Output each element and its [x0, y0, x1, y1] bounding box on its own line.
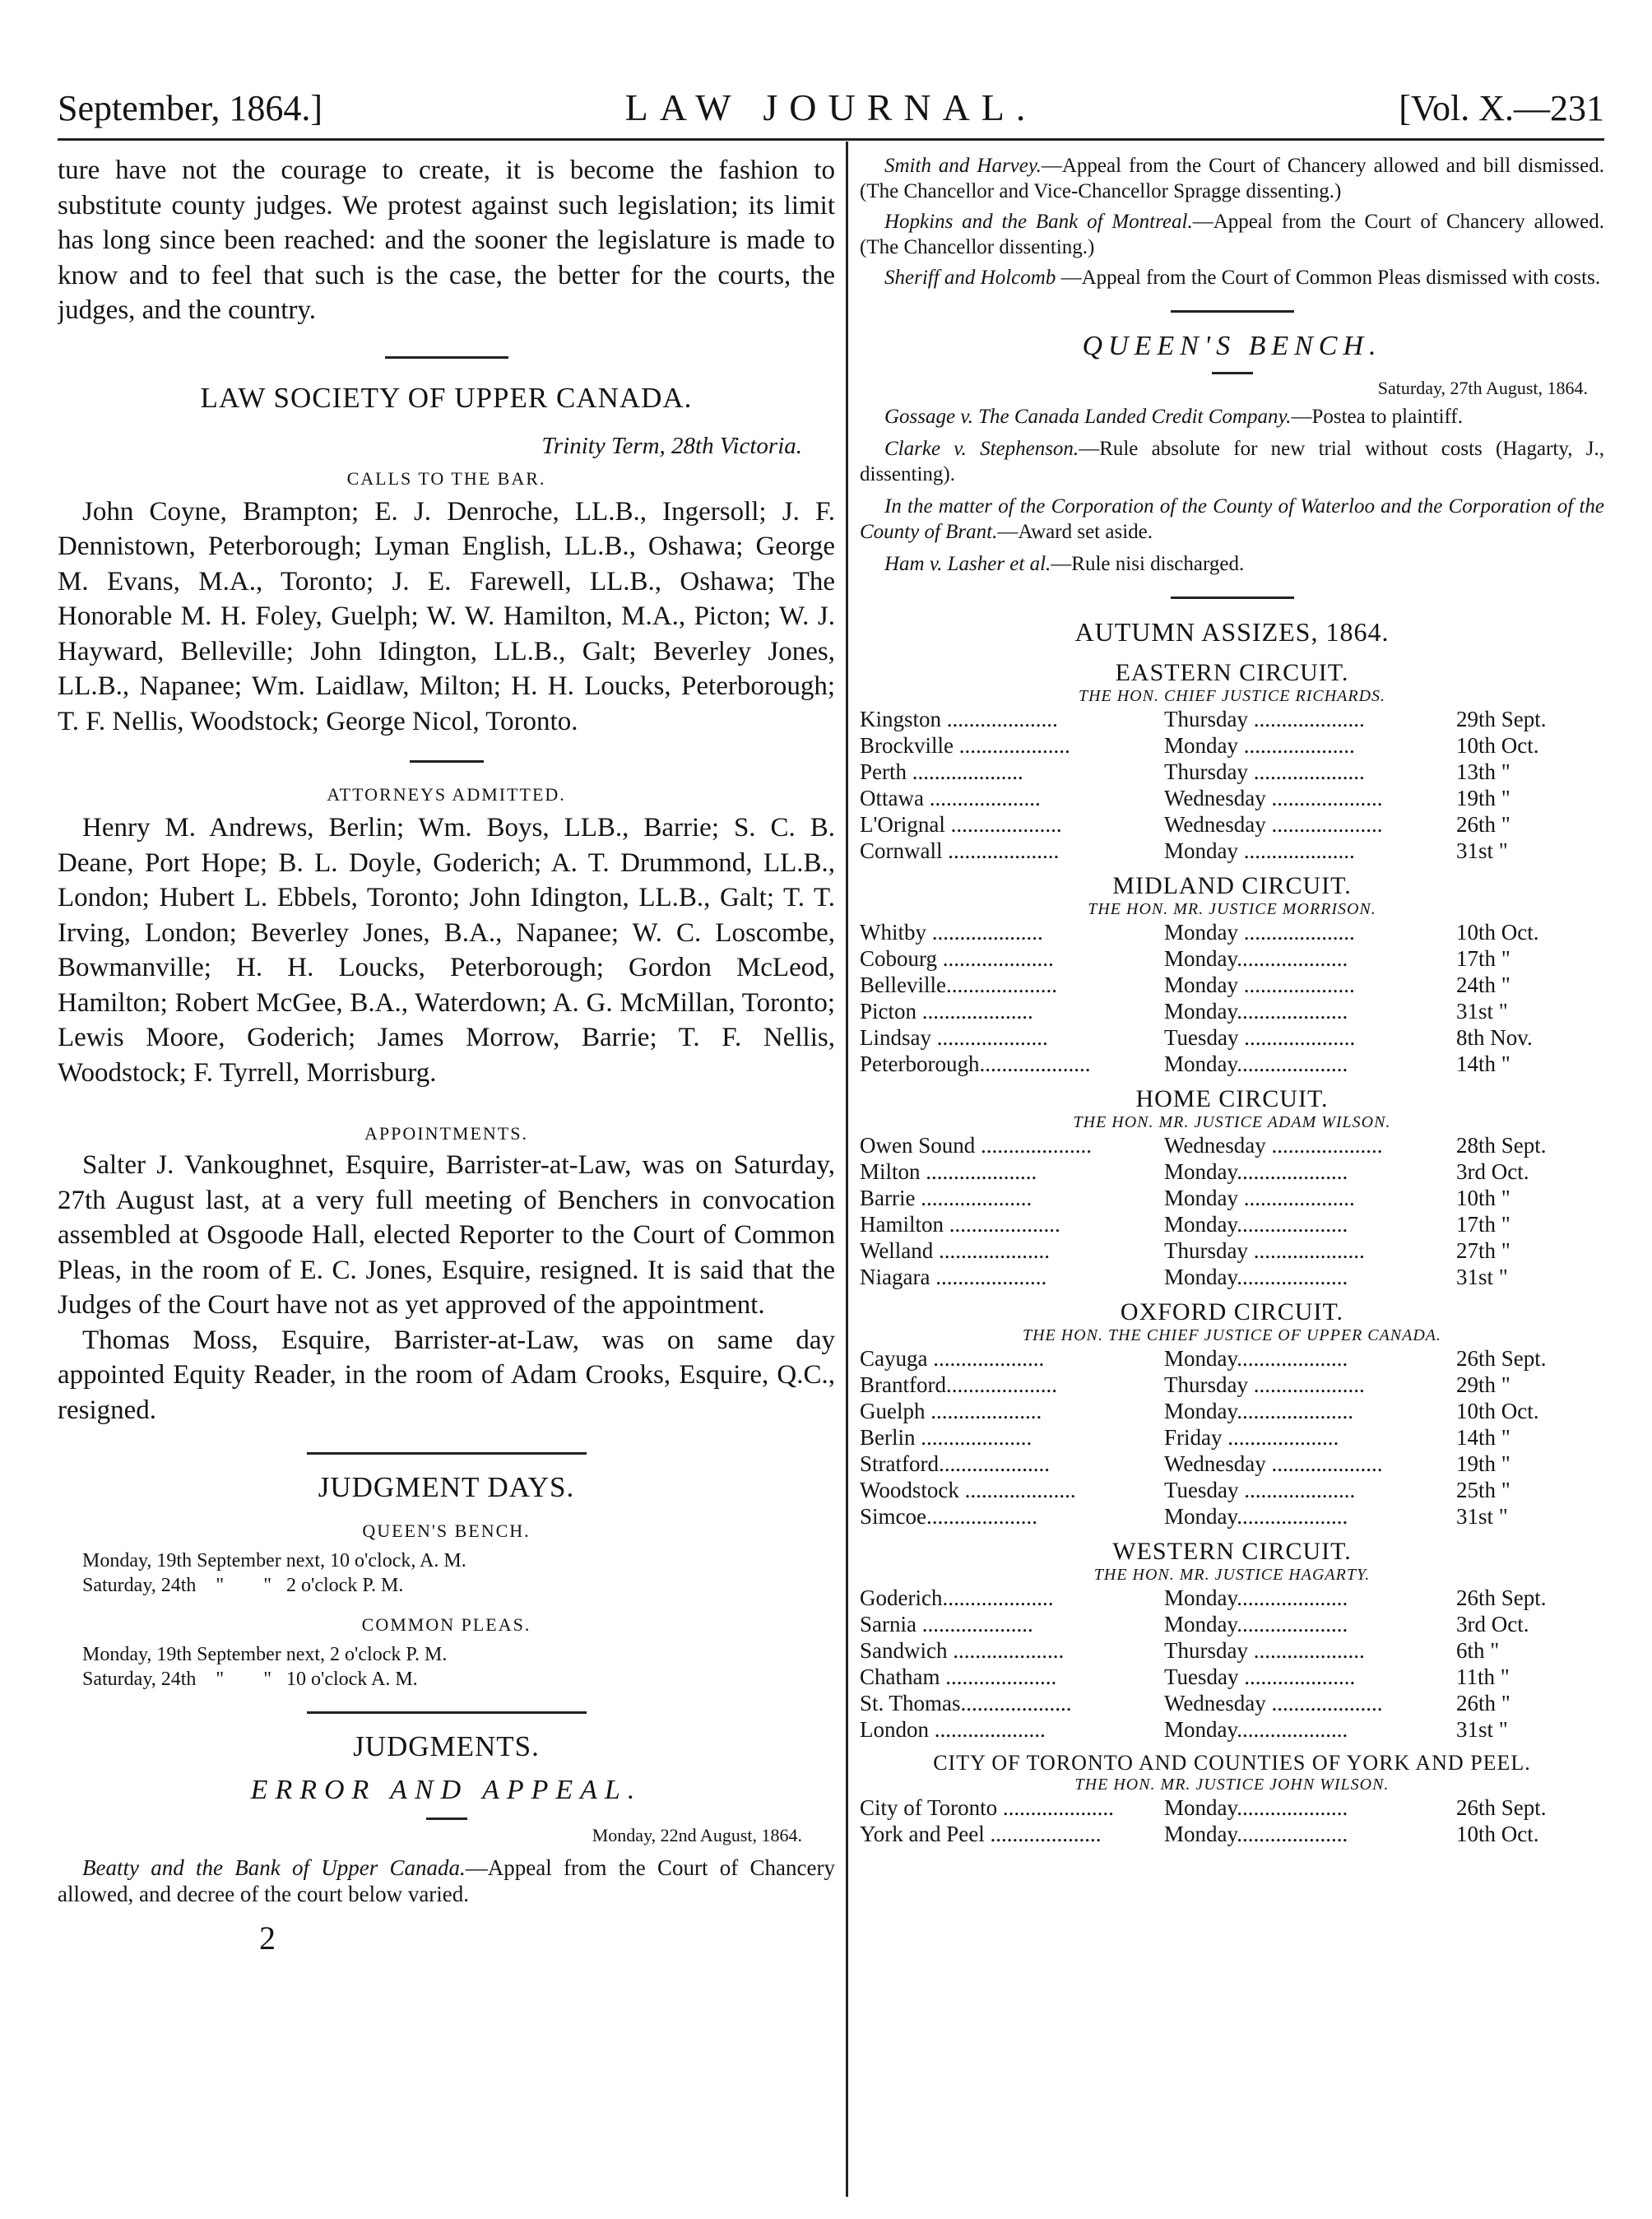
- qb-case: [860, 404, 1604, 429]
- schedule-date: 6th ": [1456, 1638, 1500, 1663]
- schedule-place: Simcoe....................: [860, 1504, 1037, 1529]
- schedule-day: Thursday ....................: [1164, 1372, 1365, 1397]
- schedule-place: Brockville ....................: [860, 733, 1070, 758]
- left-column: [58, 153, 835, 1957]
- schedule-date: 26th Sept.: [1456, 1346, 1547, 1371]
- schedule-date: 14th ": [1456, 1425, 1510, 1450]
- schedule-row: [860, 838, 1604, 864]
- case-name: Beatty and the Bank of Upper Canada.: [82, 1855, 466, 1880]
- schedule-place: Whitby ....................: [860, 920, 1043, 945]
- schedule-place: York and Peel ....................: [860, 1822, 1102, 1846]
- case-name: Gossage v. The Canada Landed Credit Company.: [884, 406, 1292, 428]
- case-text: —Award set aside.: [997, 521, 1153, 543]
- schedule-day: Wednesday ....................: [1164, 1691, 1383, 1715]
- header-volume: [Vol. X.—231: [1399, 88, 1604, 128]
- schedule-date: 24th ": [1456, 973, 1510, 997]
- schedule-place: City of Toronto ....................: [860, 1795, 1114, 1820]
- case-text: —Rule absolute for new trial without costs (Hagarty, J., dissenting).: [860, 438, 1604, 485]
- schedule-date: 10th Oct.: [1456, 1822, 1539, 1846]
- schedule-place: Cobourg ....................: [860, 946, 1054, 971]
- schedule-row: [860, 732, 1604, 759]
- circuit-judge: THE HON. MR. JUSTICE MORRISON.: [1088, 900, 1376, 918]
- cp-line-1: Monday, 19th September next, 2 o'clock P. M.: [82, 1644, 448, 1665]
- schedule-place: Sarnia ....................: [860, 1612, 1033, 1636]
- qb-case: [860, 494, 1604, 545]
- circuit-name: OXFORD CIRCUIT.: [1120, 1298, 1344, 1325]
- schedule-row: [860, 1503, 1604, 1530]
- calls-heading: CALLS TO THE BAR.: [346, 467, 546, 489]
- schedule-date: 19th ": [1456, 786, 1510, 810]
- circuit-judge: THE HON. MR. JUSTICE JOHN WILSON.: [1074, 1776, 1390, 1794]
- schedule-place: Welland ....................: [860, 1238, 1051, 1263]
- schedule-place: Sandwich ....................: [860, 1638, 1065, 1663]
- schedule-row: [860, 1024, 1604, 1051]
- page-number: 2: [259, 1920, 276, 1957]
- qb-line-2: Saturday, 24th " " 2 o'clock P. M.: [82, 1575, 404, 1596]
- schedule-row: [860, 1345, 1604, 1372]
- schedule-day: Monday....................: [1164, 946, 1348, 971]
- cp-line-2: Saturday, 24th " " 10 o'clock A. M.: [82, 1669, 418, 1690]
- circuit-judge: THE HON. MR. JUSTICE HAGARTY.: [1093, 1566, 1371, 1584]
- circuit-name: MIDLAND CIRCUIT.: [1112, 872, 1352, 899]
- schedule-day: Monday ....................: [1164, 1186, 1355, 1210]
- schedule-date: 10th Oct.: [1456, 733, 1539, 758]
- schedule-day: Monday....................: [1164, 1212, 1348, 1237]
- circuit-schedule: [860, 1132, 1604, 1290]
- case-name: Clarke v. Stephenson.: [884, 438, 1079, 460]
- qb-case: [860, 551, 1604, 577]
- schedule-date: 27th ": [1456, 1238, 1510, 1263]
- queens-bench-date: Saturday, 27th August, 1864.: [1377, 378, 1588, 398]
- schedule-day: Monday....................: [1164, 1717, 1348, 1742]
- schedule-row: [860, 972, 1604, 998]
- case-name: Sheriff and Holcomb: [884, 267, 1056, 289]
- schedule-row: [860, 1398, 1604, 1424]
- schedule-date: 28th Sept.: [1456, 1133, 1547, 1158]
- schedule-place: Perth ....................: [860, 759, 1023, 784]
- judgments-date: Monday, 22nd August, 1864.: [592, 1825, 802, 1845]
- schedule-row: [860, 919, 1604, 945]
- schedule-day: Wednesday ....................: [1164, 812, 1383, 837]
- schedule-day: Monday....................: [1164, 1051, 1348, 1076]
- schedule-date: 14th ": [1456, 1051, 1510, 1076]
- case-text: —Appeal from the Court of Common Pleas dismissed with costs.: [1056, 267, 1601, 289]
- schedule-date: 3rd Oct.: [1456, 1159, 1529, 1184]
- schedule-row: [860, 1821, 1604, 1847]
- schedule-place: L'Orignal ....................: [860, 812, 1062, 837]
- circuit-judge: THE HON. THE CHIEF JUSTICE OF UPPER CANADA.: [1022, 1326, 1442, 1344]
- schedule-date: 31st ": [1456, 1265, 1508, 1289]
- case-text: —Rule nisi discharged.: [1051, 553, 1245, 575]
- circuit-list: [860, 659, 1604, 1847]
- schedule-day: Wednesday ....................: [1164, 1133, 1383, 1158]
- schedule-date: 3rd Oct.: [1456, 1612, 1529, 1636]
- schedule-day: Monday....................: [1164, 999, 1348, 1024]
- schedule-row: [860, 1185, 1604, 1211]
- schedule-day: Monday....................: [1164, 1822, 1348, 1846]
- schedule-place: Hamilton ....................: [860, 1212, 1060, 1237]
- schedule-date: 8th Nov.: [1456, 1025, 1533, 1050]
- circuit-name: CITY OF TORONTO AND COUNTIES OF YORK AND PEEL.: [933, 1751, 1531, 1775]
- schedule-place: Milton ....................: [860, 1159, 1037, 1184]
- case-name: In the matter of the Corporation of the County of Waterloo and the Corporation of the County of Brant.: [860, 495, 1604, 543]
- circuit-schedule: [860, 1794, 1604, 1847]
- schedule-row: [860, 1264, 1604, 1290]
- circuit-section: [860, 872, 1604, 1077]
- schedule-row: [860, 1158, 1604, 1185]
- schedule-place: Cornwall ....................: [860, 838, 1060, 863]
- schedule-row: [860, 1132, 1604, 1158]
- schedule-date: 25th ": [1456, 1478, 1510, 1502]
- appointments-heading: APPOINTMENTS.: [364, 1123, 528, 1144]
- schedule-place: St. Thomas....................: [860, 1691, 1072, 1715]
- page-header: [58, 82, 1604, 140]
- schedule-place: Niagara ....................: [860, 1265, 1047, 1289]
- circuit-name: WESTERN CIRCUIT.: [1112, 1538, 1352, 1565]
- circuit-section: [860, 659, 1604, 864]
- attorneys-text: Henry M. Andrews, Berlin; Wm. Boys, LLB., Barrie; S. C. B. Deane, Port Hope; B. L. Doyle, Goderich; A. T. Drummond, LL.B., London; Hubert L. Ebbels, Toronto; John Idington, LL.B., Galt; T. T. Irving, London; Beverley Jones, B.A., Napanee; W. C. Loscombe, Bowmanville; H. H. Loucks, Peterborough; Gordon McLeod, Hamilton; Robert McGee, B.A., Waterdown; A. G. McMillan, Toronto; Lewis Moore, Goderich; James Morrow, Barrie; T. F. Nellis, Woodstock; F. Tyrrell, Morrisburg.: [58, 813, 835, 1088]
- schedule-place: Stratford....................: [860, 1451, 1050, 1476]
- schedule-place: London ....................: [860, 1717, 1046, 1742]
- schedule-day: Monday....................: [1164, 1585, 1348, 1610]
- case-text: —Appeal from the Court of Chancery allowed, and decree of the court below varied.: [58, 1855, 835, 1906]
- schedule-date: 19th ": [1456, 1451, 1510, 1476]
- schedule-row: [860, 1716, 1604, 1743]
- schedule-row: [860, 1664, 1604, 1690]
- appeal-item: [860, 265, 1604, 290]
- journal-page: [58, 82, 1604, 2197]
- schedule-place: Peterborough....................: [860, 1051, 1091, 1076]
- schedule-date: 10th Oct.: [1456, 920, 1539, 945]
- schedule-date: 26th Sept.: [1456, 1585, 1547, 1610]
- column-divider: [846, 142, 848, 2197]
- circuit-schedule: [860, 706, 1604, 864]
- appointment-2: Thomas Moss, Esquire, Barrister-at-Law, was on same day appointed Equity Reader, in the room of Adam Crooks, Esquire, Q.C., resigned.: [58, 1325, 835, 1425]
- schedule-day: Thursday ....................: [1164, 759, 1365, 784]
- circuit-schedule: [860, 919, 1604, 1077]
- schedule-row: [860, 1051, 1604, 1077]
- schedule-date: 11th ": [1456, 1664, 1510, 1689]
- case-name: Smith and Harvey.: [884, 155, 1042, 177]
- schedule-day: Thursday ....................: [1164, 1638, 1365, 1663]
- schedule-day: Wednesday ....................: [1164, 1451, 1383, 1476]
- schedule-date: 26th ": [1456, 812, 1510, 837]
- cp-heading: COMMON PLEAS.: [361, 1614, 531, 1635]
- appointment-1: Salter J. Vankoughnet, Esquire, Barrister-at-Law, was on Saturday, 27th August last, at a very full meeting of Benchers in convocation assembled at Osgoode Hall, elected Reporter to the Court of Common Pleas, in the room of E. C. Jones, Esquire, resigned. It is said that the Judges of the Court have not as yet approved of the appointment.: [58, 1150, 835, 1320]
- schedule-day: Monday....................: [1164, 1346, 1348, 1371]
- circuit-name: EASTERN CIRCUIT.: [1115, 659, 1349, 686]
- schedule-place: Goderich....................: [860, 1585, 1054, 1610]
- schedule-day: Friday ....................: [1164, 1425, 1339, 1450]
- case-text: —Postea to plaintiff.: [1291, 406, 1463, 428]
- schedule-day: Wednesday ....................: [1164, 786, 1383, 810]
- schedule-place: Owen Sound ....................: [860, 1133, 1092, 1158]
- schedule-place: Chatham ....................: [860, 1664, 1057, 1689]
- schedule-row: [860, 1424, 1604, 1451]
- schedule-day: Monday....................: [1164, 1612, 1348, 1636]
- schedule-row: [860, 785, 1604, 811]
- schedule-date: 31st ": [1456, 838, 1508, 863]
- schedule-place: Kingston ....................: [860, 707, 1058, 731]
- judgments-title: JUDGMENTS.: [353, 1730, 540, 1762]
- schedule-date: 13th ": [1456, 759, 1510, 784]
- schedule-date: 17th ": [1456, 946, 1510, 971]
- right-column: [860, 153, 1604, 1855]
- schedule-day: Monday....................: [1164, 1504, 1348, 1529]
- schedule-day: Tuesday ....................: [1164, 1478, 1356, 1502]
- header-rule: [58, 138, 1604, 141]
- judgment-case: [58, 1855, 835, 1907]
- schedule-place: Guelph ....................: [860, 1399, 1042, 1423]
- header-date: September, 1864.]: [58, 88, 323, 128]
- law-society-title: LAW SOCIETY OF UPPER CANADA.: [200, 381, 693, 414]
- schedule-row: [860, 945, 1604, 972]
- queens-bench-cases: [860, 404, 1604, 577]
- schedule-place: Picton ....................: [860, 999, 1033, 1024]
- schedule-date: 10th ": [1456, 1186, 1510, 1210]
- schedule-day: Tuesday ....................: [1164, 1664, 1356, 1689]
- case-text: —Appeal from the Court of Chancery allowed. (The Chancellor dissenting.): [860, 211, 1604, 258]
- calls-text: John Coyne, Brampton; E. J. Denroche, LL.B., Ingersoll; J. F. Dennistown, Peterborough; Lyman English, LL.B., Oshawa; George M. Evans, M.A., Toronto; J. E. Farewell, LL.B., Oshawa; The Honorable M. H. Foley, Guelph; W. W. Hamilton, M.A., Picton; W. J. Hayward, Belleville; John Idington, LL.B., Galt; Beverley Jones, LL.B., Napanee; Wm. Laidlaw, Milton; H. H. Loucks, Peterborough; T. F. Nellis, Woodstock; George Nicol, Toronto.: [58, 496, 835, 736]
- schedule-date: 29th Sept.: [1456, 707, 1547, 731]
- schedule-day: Monday ....................: [1164, 733, 1355, 758]
- schedule-date: 31st ": [1456, 1504, 1508, 1529]
- schedule-day: Monday....................: [1164, 1795, 1348, 1820]
- schedule-row: [860, 1690, 1604, 1716]
- schedule-row: [860, 998, 1604, 1024]
- schedule-date: 29th ": [1456, 1372, 1510, 1397]
- qb-line-1: Monday, 19th September next, 10 o'clock, A. M.: [82, 1550, 466, 1571]
- schedule-day: Monday ....................: [1164, 920, 1355, 945]
- schedule-place: Berlin ....................: [860, 1425, 1032, 1450]
- schedule-day: Tuesday ....................: [1164, 1025, 1356, 1050]
- schedule-place: Brantford....................: [860, 1372, 1057, 1397]
- schedule-date: 10th Oct.: [1456, 1399, 1539, 1423]
- circuit-judge: THE HON. MR. JUSTICE ADAM WILSON.: [1073, 1113, 1391, 1131]
- schedule-row: [860, 811, 1604, 838]
- term-label: Trinity Term, 28th Victoria.: [541, 432, 802, 459]
- appeal-item: [860, 153, 1604, 204]
- attorneys-heading: ATTORNEYS ADMITTED.: [327, 784, 566, 805]
- schedule-place: Lindsay ....................: [860, 1025, 1048, 1050]
- schedule-row: [860, 706, 1604, 732]
- schedule-row: [860, 1372, 1604, 1398]
- schedule-row: [860, 759, 1604, 785]
- judgment-days-title: JUDGMENT DAYS.: [318, 1471, 575, 1503]
- schedule-date: 17th ": [1456, 1212, 1510, 1237]
- schedule-day: Thursday ....................: [1164, 1238, 1365, 1263]
- schedule-day: Monday.....................: [1164, 1399, 1353, 1423]
- header-title: LAW JOURNAL.: [624, 86, 1037, 128]
- circuit-section: [860, 1751, 1604, 1847]
- circuit-judge: THE HON. CHIEF JUSTICE RICHARDS.: [1078, 687, 1386, 705]
- qb-heading: QUEEN'S BENCH.: [362, 1520, 531, 1541]
- appeal-item: [860, 209, 1604, 260]
- case-name: Ham v. Lasher et al.: [884, 553, 1051, 575]
- schedule-day: Monday ....................: [1164, 973, 1355, 997]
- circuit-schedule: [860, 1345, 1604, 1530]
- schedule-date: 31st ": [1456, 1717, 1508, 1742]
- schedule-date: 26th ": [1456, 1691, 1510, 1715]
- circuit-section: [860, 1085, 1604, 1290]
- circuit-section: [860, 1298, 1604, 1530]
- case-name: Hopkins and the Bank of Montreal.: [884, 211, 1193, 233]
- error-appeal-title: ERROR AND APPEAL.: [250, 1775, 643, 1805]
- schedule-row: [860, 1637, 1604, 1664]
- schedule-place: Belleville....................: [860, 973, 1057, 997]
- circuit-schedule: [860, 1585, 1604, 1743]
- schedule-place: Woodstock ....................: [860, 1478, 1076, 1502]
- queens-bench-title: QUEEN'S BENCH.: [1082, 331, 1382, 361]
- intro-paragraph: ture have not the courage to create, it is become the fashion to substitute county judges. We protest against such legislation; its limit has long since been reached: and the sooner the legislature is made to know and to feel that such is the case, the better for the courts, the judges, and the country.: [58, 156, 835, 325]
- schedule-day: Monday ....................: [1164, 838, 1355, 863]
- schedule-row: [860, 1794, 1604, 1821]
- schedule-row: [860, 1611, 1604, 1637]
- schedule-day: Monday....................: [1164, 1265, 1348, 1289]
- schedule-day: Monday....................: [1164, 1159, 1348, 1184]
- circuit-section: [860, 1538, 1604, 1743]
- qb-case: [860, 436, 1604, 487]
- schedule-row: [860, 1451, 1604, 1477]
- schedule-row: [860, 1477, 1604, 1503]
- schedule-row: [860, 1211, 1604, 1237]
- schedule-row: [860, 1585, 1604, 1611]
- assizes-title: AUTUMN ASSIZES, 1864.: [1074, 617, 1390, 647]
- schedule-place: Ottawa ....................: [860, 786, 1041, 810]
- schedule-place: Barrie ....................: [860, 1186, 1032, 1210]
- schedule-place: Cayuga ....................: [860, 1346, 1045, 1371]
- schedule-date: 31st ": [1456, 999, 1508, 1024]
- appeal-list: [860, 153, 1604, 290]
- case-text: —Appeal from the Court of Chancery allowed and bill dismissed. (The Chancellor and Vice-Chancellor Spragge dissenting.): [860, 155, 1604, 202]
- schedule-day: Thursday ....................: [1164, 707, 1365, 731]
- circuit-name: HOME CIRCUIT.: [1135, 1085, 1329, 1112]
- schedule-row: [860, 1237, 1604, 1264]
- schedule-date: 26th Sept.: [1456, 1795, 1547, 1820]
